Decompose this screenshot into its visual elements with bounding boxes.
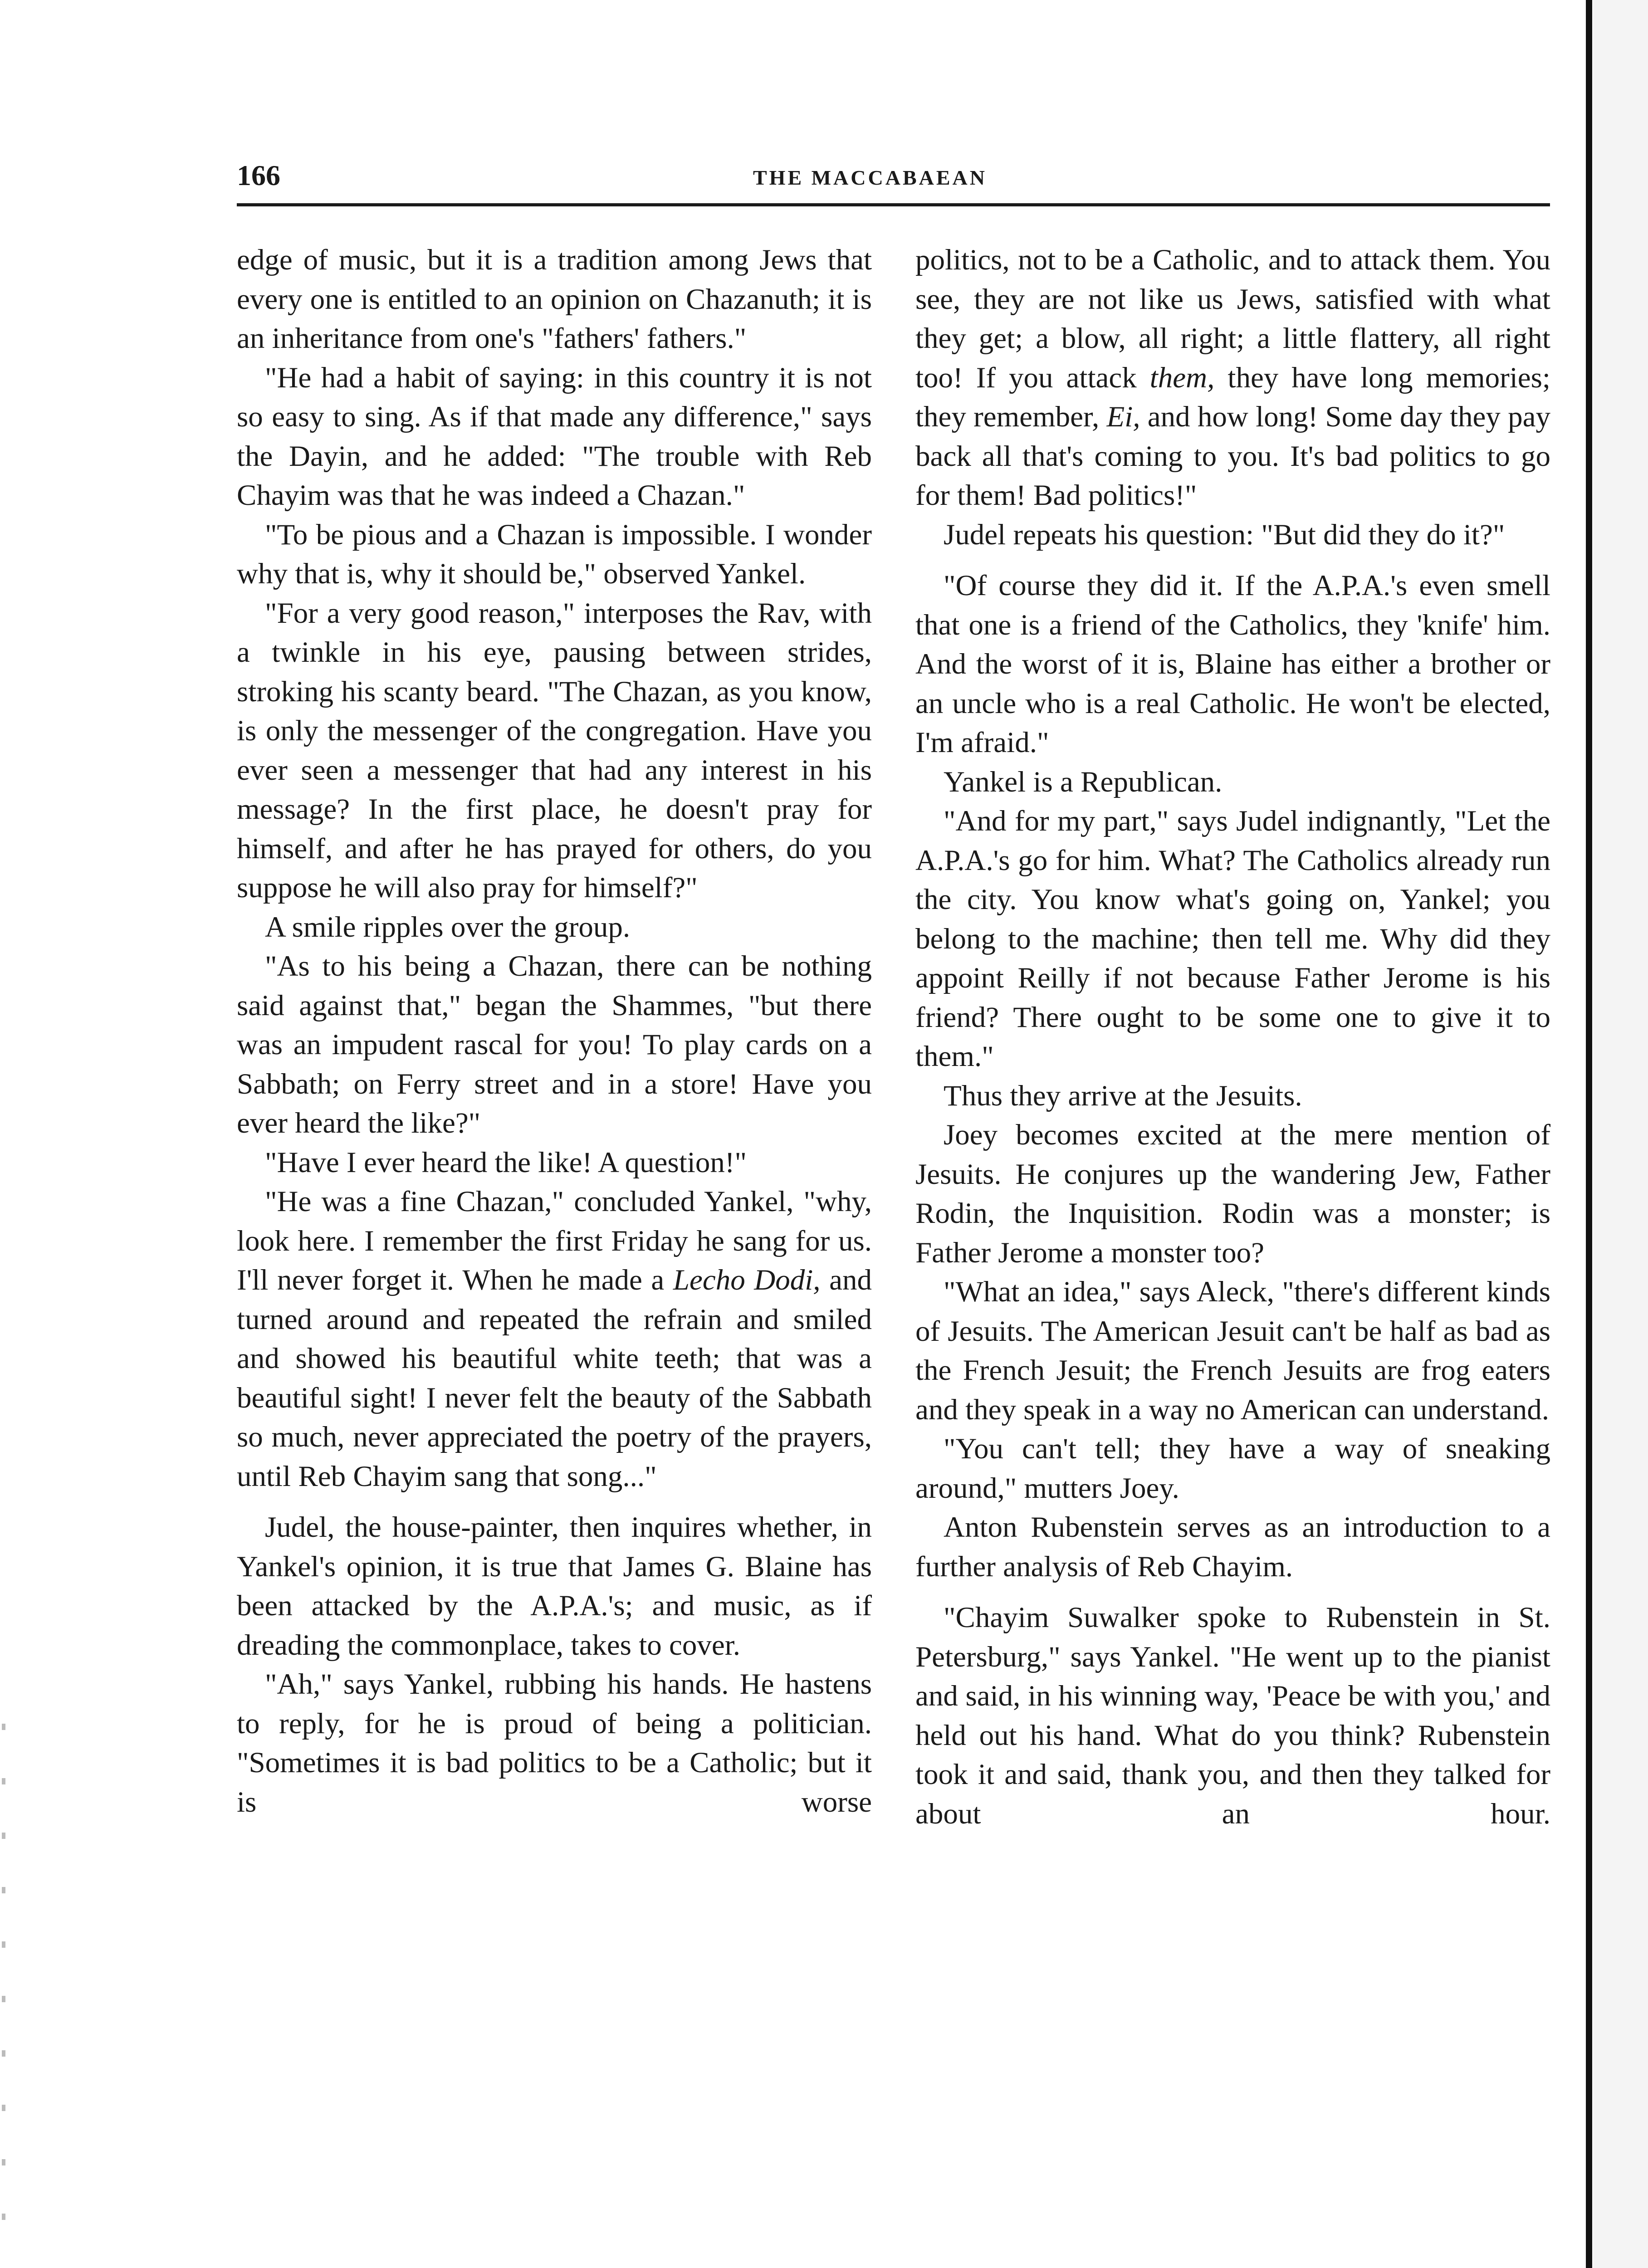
paragraph: "What an idea," says Aleck, "there's different kinds of Jesuits. The American Jesuit can't be half as bad as the French Jesuit; the French Jesuits are frog eaters and they speak in a way no American can understand. <box>915 1276 1550 1426</box>
paragraph: "And for my part," says Judel indignantly, "Let the A.P.A.'s go for him. What? The Catholics already run the city. You know what's going on, Yankel; you belong to the machine; then tell me. Why did they appoint Reilly if not because Father Jerome is his friend? There ought to be some one to give it to them." <box>915 805 1550 1073</box>
book-spine-edge <box>1586 0 1592 2268</box>
paragraph-text: and turned around and repeated the refrain and smiled and showed his beautiful white teeth; that was a beautiful sight! I never felt the beauty of the Sabbath so much, never appreciated the poetry of the prayers, until Reb Chayim sang that song..." <box>237 1264 872 1493</box>
paragraph: "He had a habit of saying: in this country it is not so easy to sing. As if that made any difference," says the Dayin, and he added: "The trouble with Reb Chayim was that he was indeed a Chazan." <box>237 361 872 512</box>
paragraph-text: politics, not to be a Catholic, and to attack them. You see, they are not like us Jews, satisfied with what they get; a blow, all right; a little flattery, all right too! If you attack <box>915 244 1550 394</box>
header-rule <box>237 203 1550 206</box>
paragraph-text: and how long! Some day they pay back all that's coming to you. It's bad politics to go for them! Bad politics!" <box>915 401 1550 512</box>
left-column <box>237 240 872 1822</box>
paragraph: Anton Rubenstein serves as an introduction to a further analysis of Reb Chayim. <box>915 1511 1550 1583</box>
paragraph: "To be pious and a Chazan is impossible. I wonder why that is, why it should be," observed Yankel. <box>237 518 872 590</box>
paragraph: "Of course they did it. If the A.P.A.'s even smell that one is a friend of the Catholics, they 'knife' him. And the worst of it is, Blaine has either a brother or an uncle who is a real Catholic. He won't be elected, I'm afraid." <box>915 569 1550 759</box>
paragraph: Joey becomes excited at the mere mention of Jesuits. He conjures up the wandering Jew, Father Rodin, the Inquisition. Rodin was a monster; is Father Jerome a monster too? <box>915 1119 1550 1269</box>
paragraph-text: "He was a fine Chazan," concluded Yankel, "why, look here. I remember the first Friday he sang for us. I'll never forget it. When he made a <box>237 1185 872 1296</box>
paragraph: "For a very good reason," interposes the Rav, with a twinkle in his eye, pausing between strides, stroking his scanty beard. "The Chazan, as you know, is only the messenger of the congregation. Have you ever seen a messenger that had any interest in his message? In the first place, he doesn't pray for himself, and after he has prayed for others, do you suppose he will also pray for himself?" <box>237 596 872 904</box>
paragraph: Judel repeats his question: "But did they do it?" <box>944 518 1505 551</box>
paragraph: Judel, the house-painter, then inquires whether, in Yankel's opinion, it is true that James G. Blaine has been attacked by the A.P.A.'s; and music, as if dreading the commonplace, takes to cover. <box>237 1511 872 1662</box>
paragraph <box>915 240 1550 515</box>
paragraph: "You can't tell; they have a way of sneaking around," mutters Joey. <box>915 1432 1550 1505</box>
paragraph: Thus they arrive at the Jesuits. <box>944 1079 1302 1112</box>
paragraph: "Have I ever heard the like! A question!" <box>265 1146 747 1179</box>
running-head: THE MACCABAEAN <box>753 166 987 189</box>
italic-phrase: Ei, <box>1106 401 1140 433</box>
paragraph <box>237 1182 872 1496</box>
paragraph: "As to his being a Chazan, there can be nothing said against that," began the Shammes, "but there was an impudent rascal for you! To play cards on a Sabbath; on Ferry street and in a store! Have you ever heard the like?" <box>237 950 872 1139</box>
paragraph: A smile ripples over the group. <box>265 910 631 943</box>
paragraph-text: they have long memories; they remember, <box>915 361 1550 433</box>
scan-margin-marks <box>2 1724 5 2268</box>
page-number: 166 <box>237 159 280 191</box>
italic-phrase: Lecho Dodi, <box>673 1264 821 1296</box>
paragraph: "Ah," says Yankel, rubbing his hands. He hastens to reply, for he is proud of being a politician. "Sometimes it is bad politics to be a Catholic; but it is worse <box>237 1668 872 1818</box>
paragraph: edge of music, but it is a tradition among Jews that every one is entitled to an opinion on Chazanuth; it is an inheritance from one's "fathers' fathers." <box>237 244 872 355</box>
paragraph: "Chayim Suwalker spoke to Rubenstein in St. Petersburg," says Yankel. "He went up to the pianist and said, in his winning way, 'Peace be with you,' and held out his hand. What do you think? Rubenstein took it and said, thank you, and then they talked for about an hour. <box>915 1601 1550 1830</box>
right-column <box>915 240 1550 1833</box>
facing-page-strip <box>1593 0 1648 2268</box>
italic-phrase: them, <box>1149 361 1215 394</box>
paragraph: Yankel is a Republican. <box>944 765 1223 798</box>
